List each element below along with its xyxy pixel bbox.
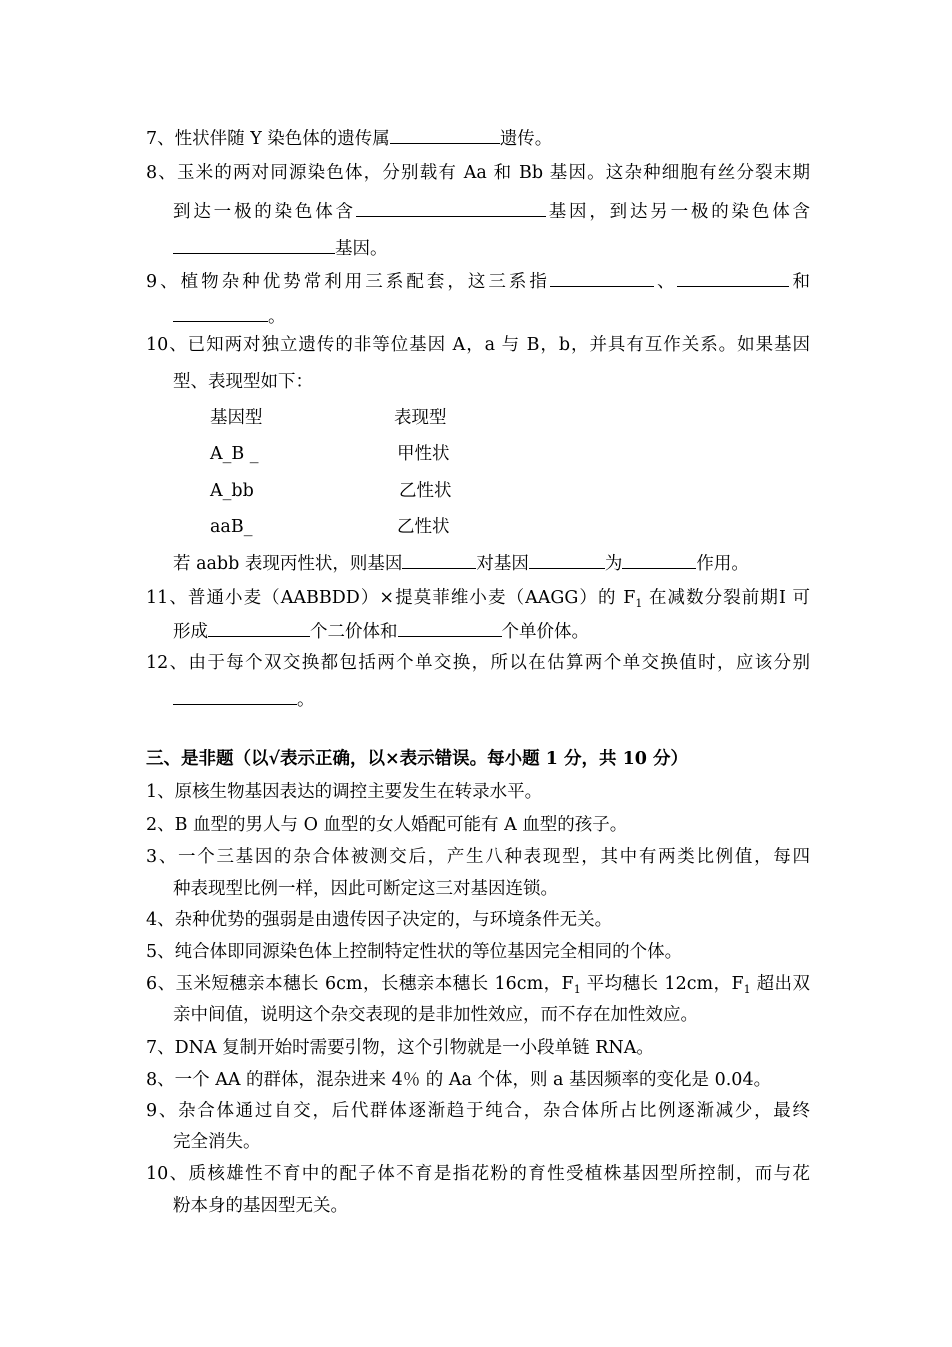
answer-blank[interactable] <box>550 268 654 287</box>
tf-question-9-line-2: 完全消失。 <box>173 1132 261 1152</box>
tf-question-1: 1、原核生物基因表达的调控主要发生在转录水平。 <box>146 782 543 802</box>
table-cell-genotype: A_bb <box>210 481 254 501</box>
question-11-line-2: 形成 个二价体和 个单价体。 <box>173 618 589 645</box>
question-10-line-1: 10、已知两对独立遗传的非等位基因 A，a 与 B，b，并具有互作关系。如果基因 <box>146 335 810 355</box>
table-cell-phenotype: 甲性状 <box>397 444 450 464</box>
tf-question-2: 2、B 血型的男人与 O 血型的女人婚配可能有 A 血型的孩子。 <box>146 815 628 835</box>
answer-blank[interactable] <box>390 125 500 144</box>
table-header-genotype: 基因型 <box>210 408 263 428</box>
question-10-line-2: 型、表现型如下： <box>173 372 313 392</box>
answer-blank[interactable] <box>402 550 476 569</box>
question-7: 7、性状伴随 Y 染色体的遗传属 遗传。 <box>146 125 552 152</box>
tf-question-6-line-2: 亲中间值，说明这个杂交表现的是非加性效应，而不存在加性效应。 <box>173 1005 698 1025</box>
table-cell-phenotype: 乙性状 <box>397 517 450 537</box>
tf-question-7: 7、DNA 复制开始时需要引物，这个引物就是一小段单链 RNA。 <box>146 1038 654 1058</box>
answer-blank[interactable] <box>173 686 297 705</box>
answer-blank[interactable] <box>173 303 268 322</box>
question-9-line-2: 。 <box>173 303 286 330</box>
question-11-line-1: 11、普通小麦（AABBDD）×提莫菲维小麦（AAGG）的 $F_1$ 在减数分裂前期I 可 <box>146 588 810 610</box>
question-8-line-2: 到达一极的染色体含 基因，到达另一极的染色体含 <box>173 198 810 225</box>
tf-question-6-line-1: 6、玉米短穗亲本穗长 6cm，长穗亲本穗长 16cm，$F_1$ 平均穗长 12cm，$F_1$ 超出双 <box>146 974 810 996</box>
answer-blank[interactable] <box>622 550 696 569</box>
question-10-line-3: 若 aabb 表现丙性状，则基因 对基因 为 作用。 <box>173 550 749 577</box>
answer-blank[interactable] <box>208 618 310 637</box>
tf-question-3-line-2: 种表现型比例一样，因此可断定这三对基因连锁。 <box>173 879 558 899</box>
answer-blank[interactable] <box>677 268 789 287</box>
table-cell-phenotype: 乙性状 <box>399 481 452 501</box>
question-8-line-1: 8、玉米的两对同源染色体，分别载有 Aa 和 Bb 基因。这杂种细胞有丝分裂末期 <box>146 163 810 183</box>
question-8-line-3: 基因。 <box>173 235 388 262</box>
tf-question-9-line-1: 9、杂合体通过自交，后代群体逐渐趋于纯合，杂合体所占比例逐渐减少，最终 <box>146 1101 810 1121</box>
answer-blank[interactable] <box>356 198 546 217</box>
answer-blank[interactable] <box>398 618 502 637</box>
table-header-phenotype: 表现型 <box>394 408 447 428</box>
tf-question-10-line-2: 粉本身的基因型无关。 <box>173 1196 348 1216</box>
tf-question-5: 5、纯合体即同源染色体上控制特定性状的等位基因完全相同的个体。 <box>146 942 683 962</box>
table-cell-genotype: aaB_ <box>210 517 253 537</box>
tf-question-4: 4、杂种优势的强弱是由遗传因子决定的，与环境条件无关。 <box>146 910 613 930</box>
question-12-line-1: 12、由于每个双交换都包括两个单交换，所以在估算两个单交换值时，应该分别 <box>146 653 810 673</box>
question-12-line-2: 。 <box>173 686 315 713</box>
answer-blank[interactable] <box>529 550 605 569</box>
section-3-title: 三、是非题（以√表示正确，以×表示错误。每小题 1 分，共 10 分） <box>146 749 689 769</box>
table-cell-genotype: A_B _ <box>210 444 259 464</box>
question-9-line-1: 9、植物杂种优势常利用三系配套，这三系指 、 和 <box>146 268 810 295</box>
tf-question-8: 8、一个 AA 的群体，混杂进来 4％ 的 Aa 个体，则 a 基因频率的变化是 0.04。 <box>146 1070 772 1090</box>
tf-question-3-line-1: 3、一个三基因的杂合体被测交后，产生八种表现型，其中有两类比例值，每四 <box>146 847 810 867</box>
tf-question-10-line-1: 10、质核雄性不育中的配子体不育是指花粉的育性受植株基因型所控制，而与花 <box>146 1164 810 1184</box>
answer-blank[interactable] <box>173 235 335 254</box>
